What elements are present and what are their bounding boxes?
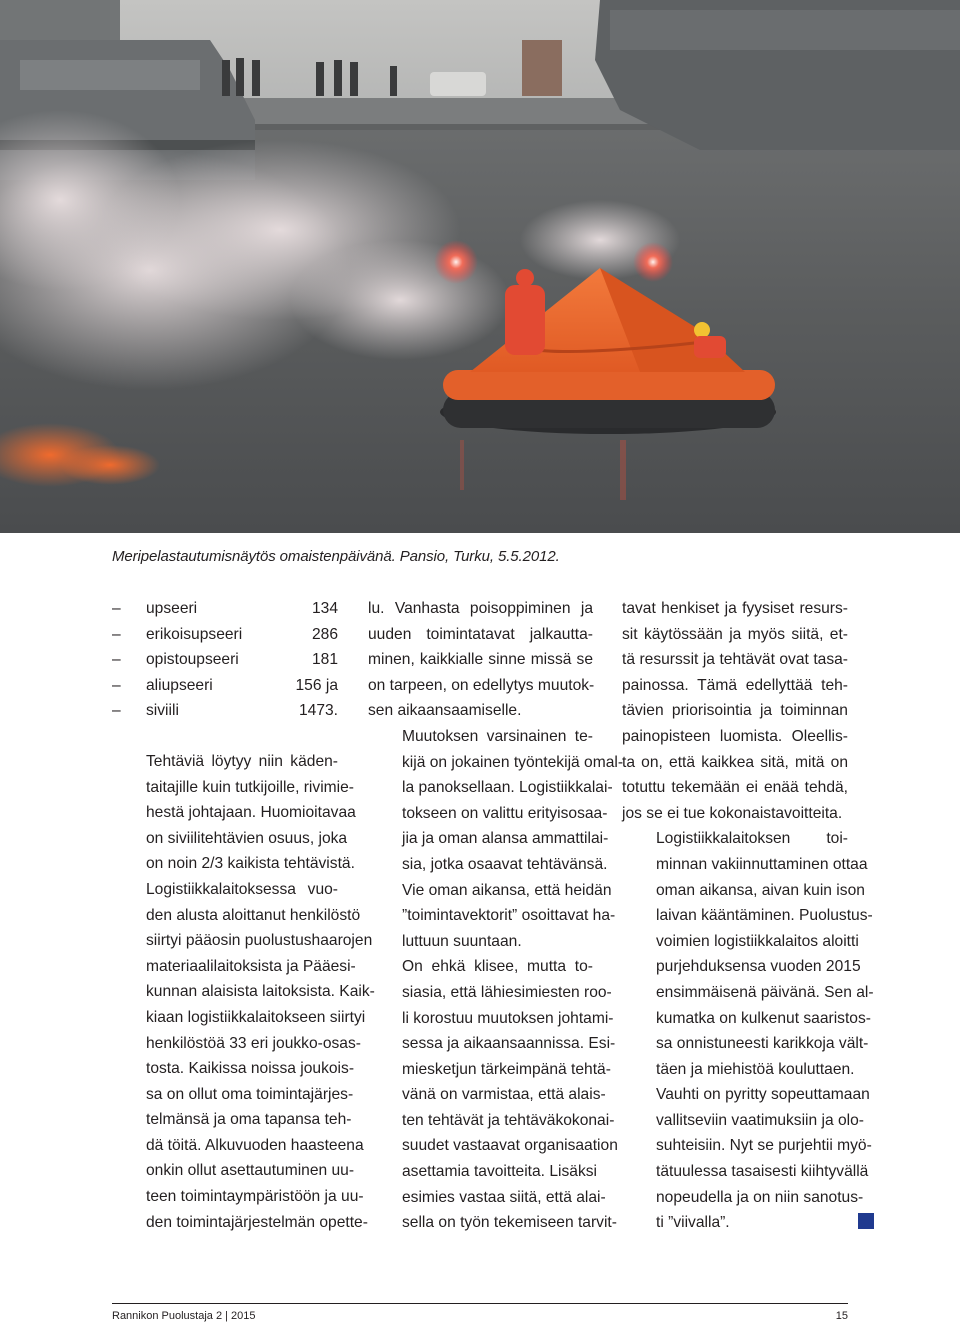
text-line: jia ja oman alansa ammattilai- — [402, 830, 609, 848]
text-line: painopisteen luomista. Oleellis- — [622, 727, 848, 745]
list-item: – aliupseeri 156 ja — [112, 673, 338, 699]
page-number: 15 — [835, 1310, 848, 1322]
text-line: laivan kääntäminen. Puolustus- — [656, 907, 873, 925]
text-line: tokseen on valittu erityisosaa- — [402, 804, 608, 822]
text-line: ten tehtävät ja tehtäväkokonai- — [402, 1111, 615, 1129]
text-line: Tehtäviä löytyy niin käden- — [146, 752, 338, 770]
text-line: materiaalilaitoksista ja Pääesi- — [146, 957, 356, 975]
text-line: sessa ja aikaansaannissa. Esi- — [402, 1035, 616, 1053]
text-line: Vie oman aikansa, että heidän — [402, 881, 612, 899]
text-line: voimien logistiikkalaitos aloitti — [656, 932, 859, 950]
text-line: Vauhti on pyritty sopeuttamaan — [656, 1086, 870, 1104]
text-line: sella on työn tekemiseen tarvit- — [402, 1214, 617, 1232]
text-line: li korostuu muutoksen johtami- — [402, 1009, 614, 1027]
text-line: kunnan alaisista laitoksista. Kaik- — [146, 983, 375, 1001]
text-line: uuden toimintatavat jalkautta- — [368, 625, 593, 643]
text-line: minnan vakiinnuttaminen ottaa — [656, 855, 868, 873]
text-line: miesketjun tärkeimpänä tehtä- — [402, 1060, 611, 1078]
list-item: – upseeri 134 — [112, 596, 338, 622]
text-line: ti ”viivalla”. — [622, 1210, 848, 1236]
text-line: tä resurssit ja tehtävät ovat tasa- — [622, 651, 848, 669]
staff-category: aliupseeri — [146, 676, 213, 694]
staff-category: erikoisupseeri — [146, 625, 243, 643]
text-line: hestä johtajaan. Huomioitavaa — [146, 804, 356, 822]
list-item: – opistoupseeri 181 — [112, 647, 338, 673]
liferaft-photo — [0, 0, 960, 533]
text-line: Logistiikkalaitoksen toi- — [656, 830, 848, 848]
staff-list — [112, 596, 338, 724]
photo-caption: Meripelastautumisnäytös omaistenpäivänä. Pansio, Turku, 5.5.2012. — [112, 548, 560, 565]
text-line: on siviilitehtävien osuus, joka — [146, 829, 348, 847]
paragraph — [112, 877, 375, 1235]
text-line: siasia, että lähiesimiesten roo- — [402, 983, 612, 1001]
text-line: la panoksellaan. Logistiikkalai- — [402, 779, 613, 797]
text-line: jos se ei tue kokonaistavoitteita. — [622, 804, 843, 822]
text-line: on noin 2/3 kaikista tehtävistä. — [146, 855, 355, 873]
text-line: täen ja miehistöä kouluttaen. — [656, 1060, 855, 1078]
text-line: On ehkä klisee, mutta to- — [402, 958, 593, 976]
text-line: asettamia tavoitteita. Lisäksi — [402, 1163, 598, 1181]
text-line: telmänsä ja oma tapansa teh- — [146, 1111, 352, 1129]
staff-count: 286 — [311, 625, 338, 643]
staff-count: 156 ja — [295, 676, 338, 694]
text-line: on tarpeen, on edellytys muutok- — [368, 676, 595, 694]
paragraph — [112, 749, 356, 877]
paragraph — [622, 826, 874, 1236]
text-line: siirtyi pääosin puolustushaarojen — [146, 932, 373, 950]
paragraph — [368, 724, 624, 954]
text-line: kumatka on kulkenut saaristos- — [656, 1009, 871, 1027]
list-item: – erikoisupseeri 286 — [112, 622, 338, 648]
hero-photo — [0, 0, 960, 533]
text-line: oman aikansa, aivan kuin ison — [656, 881, 865, 899]
text-line: vallitseviin vaatimuksiin ja olo- — [656, 1111, 864, 1129]
paragraph — [368, 596, 593, 724]
footer-publication: Rannikon Puolustaja 2 | 2015 — [112, 1310, 256, 1322]
text-line: ensimmäisenä päivänä. Sen al- — [656, 983, 874, 1001]
text-line: purjehduksensa vuoden 2015 — [656, 958, 861, 976]
text-line: vänä on varmistaa, että alais- — [402, 1086, 606, 1104]
staff-count: 134 — [311, 600, 338, 617]
paragraph — [622, 596, 848, 826]
text-line: henkilöstöä 33 eri joukko-osas- — [146, 1034, 361, 1052]
text-line: ”toimintavektorit” osoittavat ha- — [402, 907, 616, 925]
text-line: suudet vastaavat organisaation — [402, 1137, 618, 1155]
text-line: sa on ollut oma toimintajärjes- — [146, 1085, 354, 1103]
text-line: teen toimintaympäristöön ja uu- — [146, 1188, 364, 1206]
text-line: Logistiikkalaitoksessa vuo- — [146, 880, 338, 898]
text-line: nopeudella ja on niin sanotus- — [656, 1188, 864, 1206]
text-line: tavat henkiset ja fyysiset resurs- — [622, 600, 848, 617]
text-line: sia, jotka osaavat tehtävänsä. — [402, 855, 608, 873]
staff-count: 181 — [311, 651, 338, 669]
text-line: tätuulessa tasaisesti kiihtyvällä — [656, 1163, 869, 1181]
paragraph — [368, 954, 618, 1236]
text-line: den alusta aloittanut henkilöstö — [146, 906, 361, 924]
text-line: esimies vastaa siitä, että alai- — [402, 1188, 606, 1206]
text-column-2 — [368, 596, 624, 1236]
text-line: dä töitä. Alkuvuoden haasteena — [146, 1136, 364, 1154]
footer-rule — [112, 1303, 848, 1304]
staff-category: opistoupseeri — [146, 651, 239, 669]
text-line: sa onnistuneesti karikkoja vält- — [656, 1035, 869, 1053]
list-item: – siviili 1473. — [112, 698, 338, 724]
text-line: lu. Vanhasta poisoppiminen ja — [368, 600, 593, 617]
text-line: kijä on jokainen työntekijä omal- — [402, 753, 624, 771]
staff-category: siviili — [146, 702, 179, 720]
text-line: onkin ollut asettautuminen uu- — [146, 1162, 355, 1180]
text-column-3 — [622, 596, 874, 1236]
text-line: sit käytössään ja myös siitä, et- — [622, 625, 848, 643]
text-line: painossa. Tämä edellyttää teh- — [622, 676, 848, 694]
text-line: ta on, että kaikkea sitä, mitä on — [622, 753, 848, 771]
text-column-1 — [112, 596, 375, 1235]
staff-category: upseeri — [146, 600, 198, 617]
text-line: totuttu tekemään ei enää tehdä, — [622, 779, 848, 797]
text-line: tosta. Kaikissa noissa joukois- — [146, 1060, 355, 1078]
text-line: taitajille kuin tutkijoille, rivimie- — [146, 778, 354, 796]
text-line: Muutoksen varsinainen te- — [402, 727, 593, 745]
text-line: luttuun suuntaan. — [402, 932, 522, 950]
text-line: sen aikaansaamiselle. — [368, 702, 522, 720]
text-line: suhteisiin. Nyt se purjehtii myö- — [656, 1137, 872, 1155]
article-end-mark — [858, 1213, 874, 1229]
text-line: kiaan logistiikkalaitokseen siirtyi — [146, 1008, 366, 1026]
text-line: tävien priorisointia ja toiminnan — [622, 702, 848, 720]
text-line: minen, kaikkialle sinne missä se — [368, 651, 593, 669]
staff-count: 1473. — [298, 702, 338, 720]
text-line: den toimintajärjestelmän opette- — [146, 1213, 368, 1231]
